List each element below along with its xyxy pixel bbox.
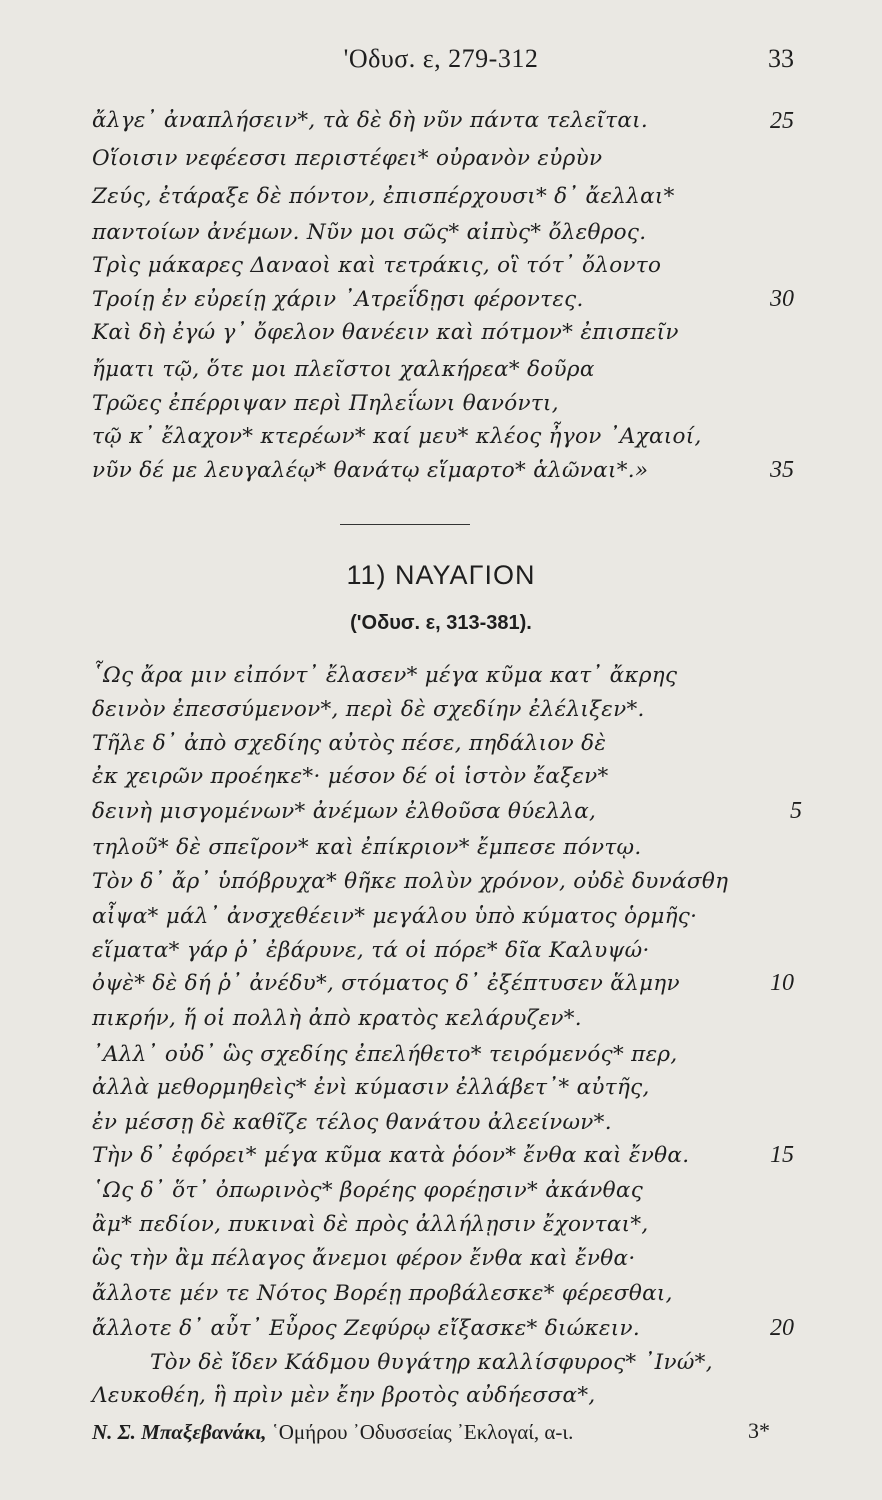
verse-line: ῟Ως ἄρα μιν εἰπόντ᾿ ἔλασεν* μέγα κῦμα κατ᾿ ἄκρης: [92, 663, 678, 688]
verse-line: ἂμ* πεδίον, πυκιναὶ δὲ πρὸς ἀλλήλῃσιν ἔχονται*,: [92, 1212, 649, 1237]
verse-line: δεινὸν ἐπεσσύμενον*, περὶ δὲ σχεδίην ἐλέλιξεν*.: [92, 697, 645, 722]
verse-line: Καὶ δὴ ἐγώ γ᾿ ὄφελον θανέειν καὶ πότμον* ἐπισπεῖν: [92, 320, 679, 345]
line-number: 5: [790, 798, 802, 824]
line-number: 35: [770, 457, 794, 483]
footer-book-title: ῾Ομήρου ᾿Οδυσσείας ᾿Εκλογαί, α-ι.: [271, 1420, 574, 1444]
signature-mark: 3*: [748, 1418, 770, 1443]
line-number: 25: [770, 108, 794, 134]
verse-line: εἵματα* γάρ ῥ᾿ ἐβάρυνε, τά οἱ πόρε* δῖα Καλυψώ·: [92, 938, 650, 963]
line-number: 15: [770, 1142, 794, 1168]
verse-line: ἄλλοτε δ᾿ αὖτ᾿ Εὖρος Ζεφύρῳ εἴξασκε* διώκειν.: [92, 1316, 641, 1341]
verse-line: Ζεύς, ἐτάραξε δὲ πόντον, ἐπισπέρχουσι* δ᾿ ἄελλαι*: [92, 184, 675, 209]
verse-line: ἄλγε᾿ ἀναπλήσειν*, τὰ δὲ δὴ νῦν πάντα τελεῖται.: [92, 108, 649, 133]
verse-line: ἐν μέσσῃ δὲ καθῖζε τέλος θανάτου ἀλεείνων*.: [92, 1110, 612, 1135]
verse-line: Τῆλε δ᾿ ἀπὸ σχεδίης αὐτὸς πέσε, πηδάλιον δὲ: [92, 731, 607, 756]
verse-line: ὀψὲ* δὲ δή ῥ᾿ ἀνέδυ*, στόματος δ᾿ ἐξέπτυσεν ἅλμην: [92, 971, 680, 996]
page-number: 33: [768, 44, 794, 73]
footer-author: Ν. Σ. Μπαξεβανάκι,: [92, 1420, 267, 1444]
verse-line: Λευκοθέη, ἣ πρὶν μὲν ἔην βροτὸς αὐδήεσσα*,: [92, 1383, 596, 1408]
verse-line: παντοίων ἀνέμων. Νῦν μοι σῶς* αἰπὺς* ὄλεθρος.: [92, 220, 647, 245]
verse-line: αἶψα* μάλ᾿ ἀνσχεθέειν* μεγάλου ὑπὸ κύματος ὁρμῆς·: [92, 904, 698, 929]
verse-line: Τροίῃ ἐν εὐρείῃ χάριν ᾿Ατρεΐδῃσι φέροντες.: [92, 287, 584, 312]
line-number: 20: [770, 1315, 794, 1341]
verse-line: δεινὴ μισγομένων* ἀνέμων ἐλθοῦσα θύελλα,: [92, 799, 597, 824]
verse-line: ἄλλοτε μέν τε Νότος Βορέῃ προβάλεσκε* φέρεσθαι,: [92, 1281, 673, 1306]
verse-line: τῷ κ᾿ ἔλαχον* κτερέων* καί μευ* κλέος ἦγον ᾿Αχαιοί,: [92, 424, 702, 449]
verse-line: ῾Ως δ᾿ ὅτ᾿ ὀπωρινὸς* βορέης φορέῃσιν* ἀκάνθας: [92, 1178, 644, 1203]
verse-line: πικρήν, ἥ οἱ πολλὴ ἀπὸ κρατὸς κελάρυζεν*.: [92, 1006, 582, 1031]
line-number: 10: [770, 970, 794, 996]
verse-line: Τρῶες ἐπέρριψαν περὶ Πηλεΐωνι θανόντι,: [92, 391, 559, 416]
section-reference: ('Οδυσ. ε, 313-381).: [350, 612, 532, 634]
verse-line: Τρὶς μάκαρες Δαναοὶ καὶ τετράκις, οἳ τότ᾿ ὄλοντο: [92, 253, 662, 278]
running-header-title: 'Οδυσ. ε, 279-312: [343, 44, 539, 73]
page-footer: [92, 1420, 573, 1445]
section-title: 11) ΝΑΥΑΓΙΟΝ: [346, 560, 536, 590]
verse-line: νῦν δέ με λευγαλέῳ* θανάτῳ εἵμαρτο* ἁλῶναι*.»: [92, 458, 649, 483]
line-number: 30: [770, 286, 794, 312]
verse-line: Τὸν δ᾿ ἄρ᾿ ὑπόβρυχα* θῆκε πολὺν χρόνον, οὐδὲ δυνάσθη: [92, 869, 729, 894]
verse-line: ὣς τὴν ἂμ πέλαγος ἄνεμοι φέρον ἔνθα καὶ ἔνθα·: [92, 1246, 636, 1271]
verse-line: τηλοῦ* δὲ σπεῖρον* καὶ ἐπίκριον* ἔμπεσε πόντῳ.: [92, 835, 642, 860]
verse-line: Οἵοισιν νεφέεσσι περιστέφει* οὐρανὸν εὐρὺν: [92, 146, 603, 171]
section-divider: [340, 524, 470, 525]
verse-line: ἀλλὰ μεθορμηθεὶς* ἐνὶ κύμασιν ἐλλάβετ᾿* αὐτῆς,: [92, 1075, 650, 1100]
verse-line: ἤματι τῷ, ὅτε μοι πλεῖστοι χαλκήρεα* δοῦρα: [92, 357, 595, 382]
verse-line: Τὸν δὲ ἴδεν Κάδμου θυγάτηρ καλλίσφυρος* ᾿Ινώ*,: [150, 1350, 713, 1375]
verse-line: Τὴν δ᾿ ἐφόρει* μέγα κῦμα κατὰ ῥόον* ἔνθα καὶ ἔνθα.: [92, 1143, 690, 1168]
verse-line: ἐκ χειρῶν προέηκε*· μέσον δέ οἱ ἱστὸν ἔαξεν*: [92, 764, 609, 789]
verse-line: ᾿Αλλ᾿ οὐδ᾿ ὣς σχεδίης ἐπελήθετο* τειρόμενός* περ,: [92, 1042, 678, 1067]
